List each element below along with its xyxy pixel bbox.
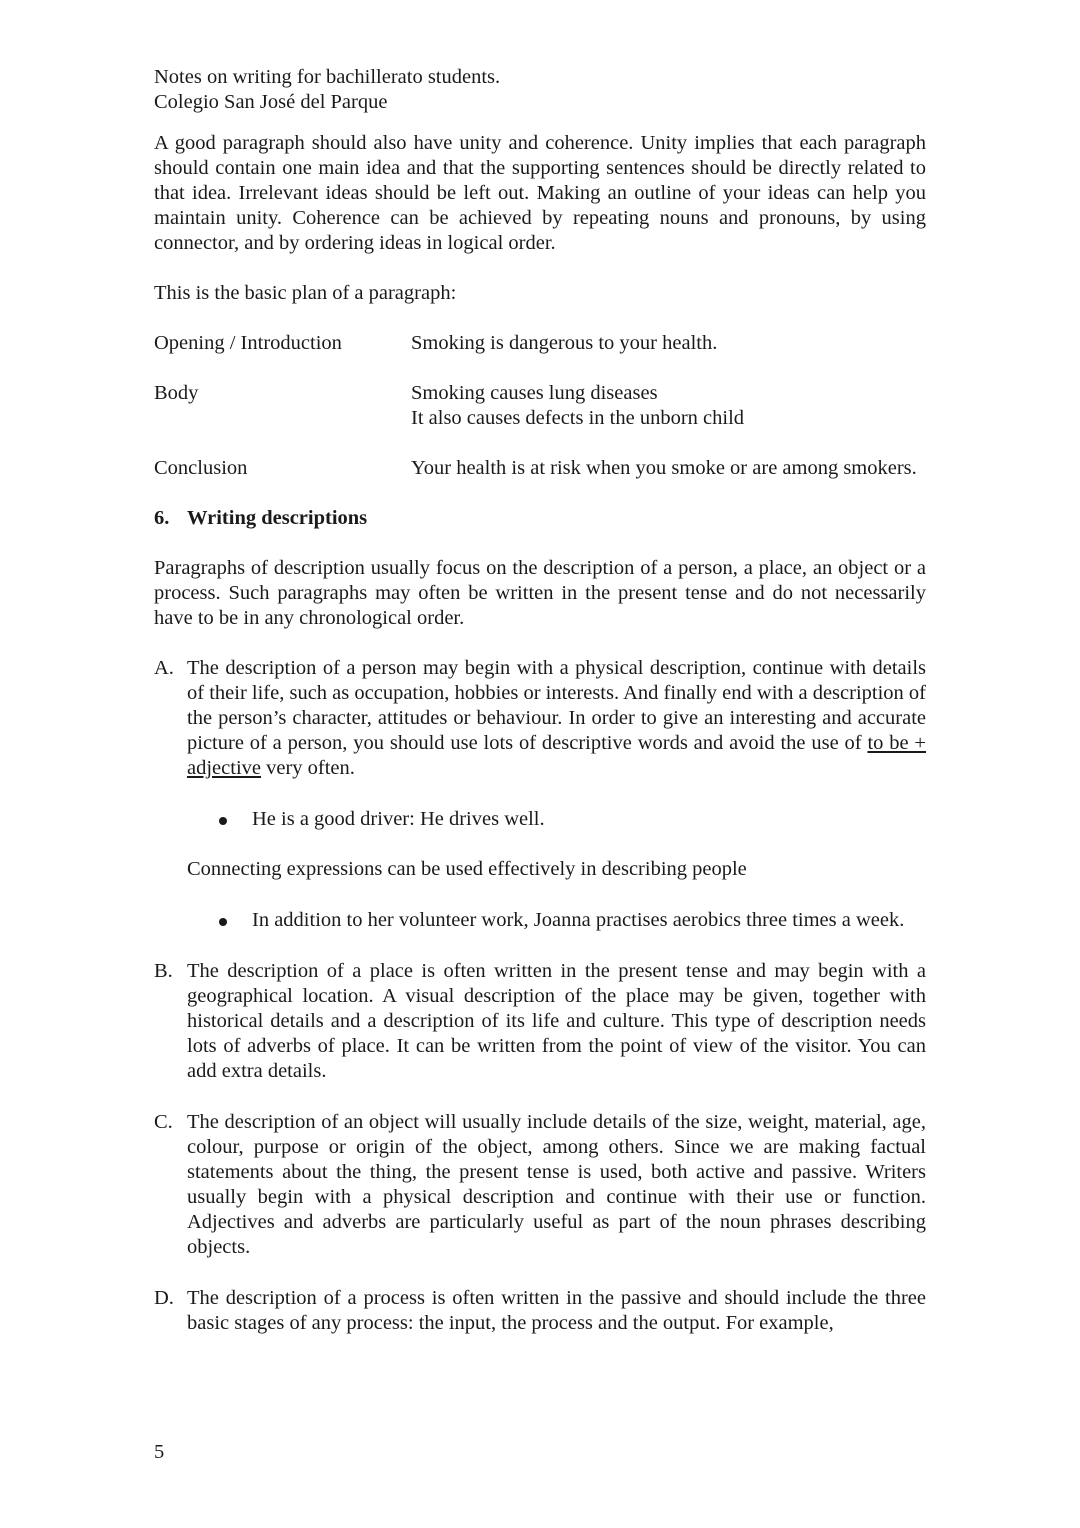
document-header xyxy=(154,65,926,115)
plan-body-line-2: It also causes defects in the unborn child xyxy=(411,407,745,429)
item-a-person xyxy=(154,656,926,781)
plan-text-conclusion: Your health is at risk when you smoke or are among smokers. xyxy=(411,457,917,479)
plan-label-conclusion: Conclusion xyxy=(154,457,248,479)
bullet-text: In addition to her volunteer work, Joanna practises aerobics three times a week. xyxy=(252,909,905,931)
item-c-object xyxy=(154,1110,926,1260)
section-heading xyxy=(154,506,926,531)
page-number: 5 xyxy=(154,1441,165,1463)
description-paragraph: Paragraphs of description usually focus on the description of a person, a place, an object or a process. Such paragraphs may often be written in the present tense and do not necessarily have to be in any chronological order. xyxy=(154,557,926,629)
intro-paragraph: A good paragraph should also have unity and coherence. Unity implies that each paragraph should contain one main idea and that the supporting sentences should be directly related to that idea. Irrelevant ideas should be left out. Making an outline of your ideas can help you maintain unity. Coherence can be achieved by repeating nouns and pronouns, by using connector, and by ordering ideas in logical order. xyxy=(154,132,926,254)
plan-intro: This is the basic plan of a paragraph: xyxy=(154,282,457,304)
header-school: Colegio San José del Parque xyxy=(154,91,388,113)
bullet-text: He is a good driver: He drives well. xyxy=(252,808,545,830)
header-title: Notes on writing for bachillerato students. xyxy=(154,66,501,88)
bullet-icon xyxy=(219,918,227,926)
item-b-letter: B. xyxy=(154,960,173,982)
plan-body-line-1: Smoking causes lung diseases xyxy=(411,382,658,404)
plan-text-body xyxy=(411,381,926,431)
plan-row-body xyxy=(154,381,926,431)
item-c-letter: C. xyxy=(154,1111,173,1133)
item-b-place xyxy=(154,959,926,1084)
item-a-text: The description of a person may begin with a physical description, continue with details of their life, such as occupation, hobbies or interests. And finally end with a description of the person’s character, attitudes or behaviour. In order to give an interesting and accurate picture of a person, you should use lots of descriptive words and avoid the use of xyxy=(187,657,926,754)
paragraph-plan-table xyxy=(154,331,926,481)
item-d-letter: D. xyxy=(154,1287,174,1309)
bullet-icon xyxy=(219,817,227,825)
bullet-example-driver xyxy=(154,807,926,832)
item-a-underlined: to be + adjective xyxy=(187,732,926,779)
item-a-letter: A. xyxy=(154,657,174,679)
item-d-text: The description of a process is often written in the passive and should include the three basic stages of any process: the input, the process and the output. For example, xyxy=(187,1287,926,1334)
document-page xyxy=(154,65,926,1336)
plan-row-conclusion xyxy=(154,456,926,481)
bullet-example-joanna xyxy=(154,908,926,933)
item-b-text: The description of a place is often written in the present tense and may begin with a geographical location. A visual description of the place may be given, together with historical details and a description of its life and culture. This type of description needs lots of adverbs of place. It can be written from the point of view of the visitor. You can add extra details. xyxy=(187,960,926,1082)
connecting-expressions-note: Connecting expressions can be used effectively in describing people xyxy=(187,858,747,880)
plan-label-body: Body xyxy=(154,382,199,404)
plan-row-opening xyxy=(154,331,926,356)
plan-text-opening: Smoking is dangerous to your health. xyxy=(411,332,718,354)
item-d-process xyxy=(154,1286,926,1336)
item-a-text-end: very often. xyxy=(260,757,355,779)
plan-label-opening: Opening / Introduction xyxy=(154,332,342,354)
section-title: Writing descriptions xyxy=(187,507,368,529)
section-number: 6. xyxy=(154,507,170,529)
item-c-text: The description of an object will usually include details of the size, weight, material, age, colour, purpose or origin of the object, among others. Since we are making factual statements about the thing, the present tense is used, both active and passive. Writers usually begin with a physical description and continue with their use or function. Adjectives and adverbs are particularly useful as part of the noun phrases describing objects. xyxy=(187,1111,926,1258)
